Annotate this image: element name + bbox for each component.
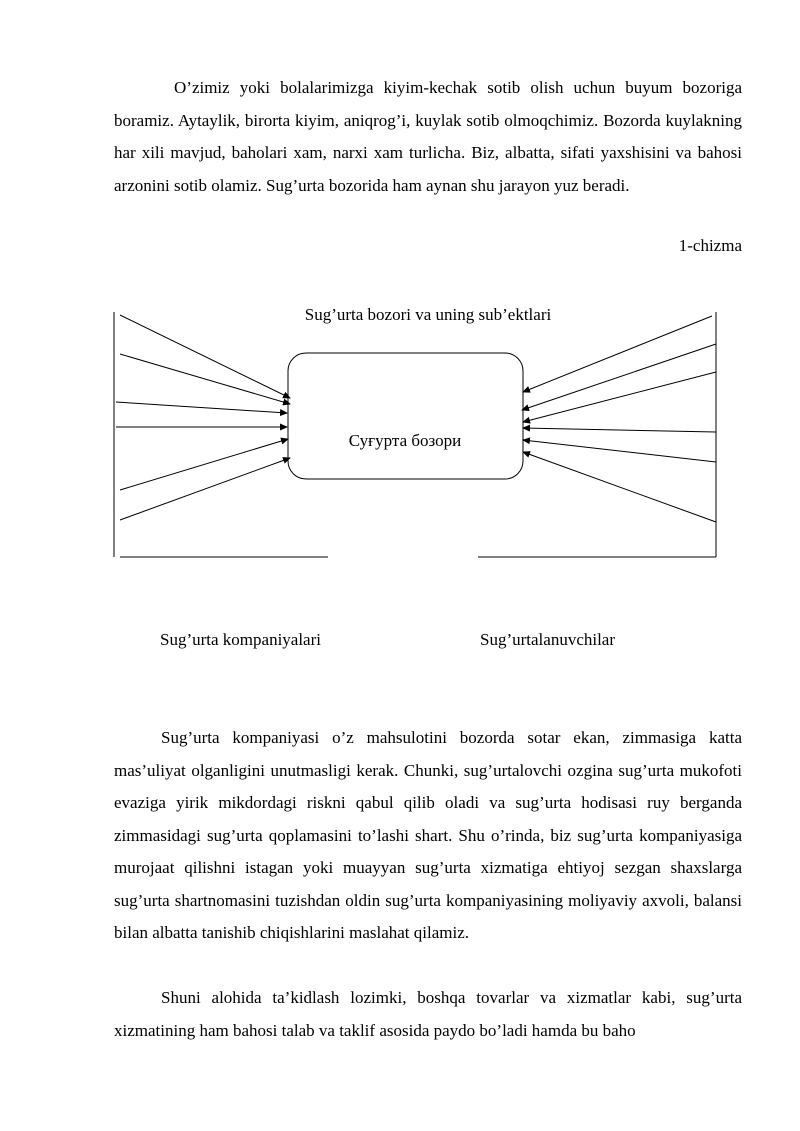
body-paragraph-1: Sug’urta kompaniyasi o’z mahsulotini bozorda sotar ekan, zimmasiga katta mas’uliyat olganligini unutmasligi kerak. Chunki, sug’urtalovchi ozgina sug’urta mukofoti evaziga yirik mikdordagi riskni qabul qilib oladi va sug’urta hodisasi ruy berganda zimmasidagi sug’urta qoplamasini to’lashi shart. Shu o’rinda, biz sug’urta kompaniyasiga murojaat qilishni istagan yoki muayyan sug’urta xizmatiga ehtiyoj sezgan shaxslarga sug’urta shartnomasini tuzishdan oldin sug’urta kompaniyasining moliyaviy axvoli, balansi bilan albatta tanishib chiqishlarini maslahat qilamiz.: [114, 728, 742, 942]
right-arrow-4: [523, 428, 716, 432]
insurance-market-label: Суғурта бозори: [348, 431, 462, 450]
insurance-market-box: [288, 353, 523, 479]
left-arrow-1: [120, 315, 290, 398]
intro-paragraph: O’zimiz yoki bolalarimizga kiyim-kechak sotib olish uchun buyum bozoriga boramiz. Aytaylik, birorta kiyim, aniqrog’i, kuylak sotib olmoqchimiz. Bozorda kuylakning har xili mavjud, baholari xam, narxi xam turlicha. Biz, albatta, sifati yaxshisini va bahosi arzonini sotib olamiz. Sug’urta bozorida ham aynan shu jarayon yuz beradi.: [114, 78, 742, 195]
insurance-companies-label: Sug’urta kompaniyalari: [160, 630, 321, 649]
left-arrow-5: [120, 439, 288, 490]
insurance-market-diagram: [0, 290, 800, 670]
right-arrow-3: [523, 372, 716, 422]
left-arrow-2: [120, 354, 290, 404]
left-arrow-6: [120, 458, 290, 520]
body-paragraph-2: Shuni alohida ta’kidlash lozimki, boshqa tovarlar va xizmatlar kabi, sug’urta xizmatining ham bahosi talab va taklif asosida paydo bo’ladi hamda bu baho: [114, 988, 742, 1040]
right-arrow-6: [523, 452, 716, 522]
right-arrow-5: [523, 440, 716, 462]
diagram-title: Sug’urta bozori va uning sub’ektlari: [304, 305, 552, 324]
left-arrow-3: [116, 402, 287, 413]
figure-number: 1-chizma: [678, 236, 742, 255]
insured-parties-label: Sug’urtalanuvchilar: [480, 630, 616, 649]
